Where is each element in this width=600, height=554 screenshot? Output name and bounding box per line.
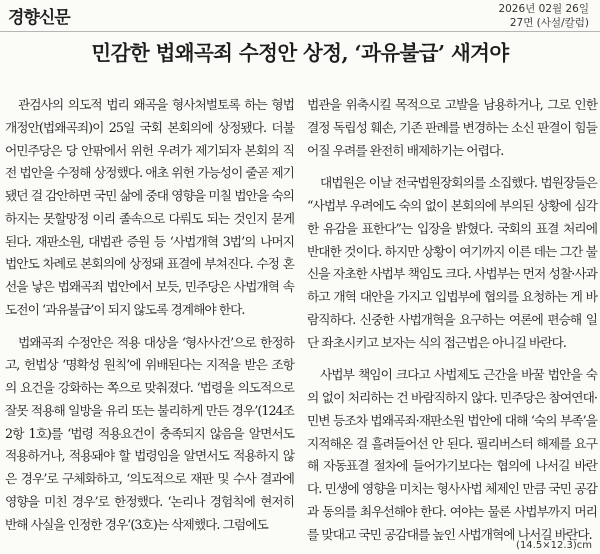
- article-headline: 민감한 법왜곡죄 수정안 상정, ‘과유불급’ 새겨야: [91, 41, 509, 65]
- publication-date: 2026년 02월 26일: [498, 3, 589, 15]
- article-column-left: [5, 94, 294, 544]
- dateline: [498, 2, 589, 30]
- header-divider: [0, 31, 600, 32]
- paragraph: 관검사의 의도적 법리 왜곡을 형사처벌토록 하는 형법 개정안(법왜곡죄)이 25일 국회 본회의에 상정됐다. 더불어민주당은 당 안팎에서 위헌 우려가 제기되자 본회의 직전 법안을 수정해 상정했다. 애초 위헌 가능성이 줄곧 제기됐던 걸 감안하면 국민 삶에 중대 영향을 미칠 법안을 숙의하지는 못할망정 이리 졸속으로 다뤄도 되는 것인지 묻게 된다. 재판소원, 대법관 증원 등 ‘사법개혁 3법’의 나머지 법안도 차례로 본회의에 상정돼 표결에 부쳐진다. 수정 혼선을 낳은 법왜곡죄 법안에서 보듯, 민주당은 사법개혁 속도전이 ‘과유불급’이 되지 않도록 경계해야 한다.: [5, 97, 294, 317]
- paragraph: 사법부 책임이 크다고 사법제도 근간을 바꿀 법안을 숙의 없이 처리하는 건 바람직하지 않다. 민주당은 참여연대·민변 등조차 법왜곡죄·재판소원 법안에 대해 ‘숙의 부족’을 지적해온 걸 흘려들어선 안 된다. 필리버스터 해제를 요구해 자동표결 절차에 들어가기보다는 협의에 나서길 바란다. 민생에 영향을 미치는 형사사법 체제인 만큼 국민 공감과 동의를 최우선해야 한다. 여야는 물론 사법부까지 머리를 맞대고 국민 공감대를 높인 사법개혁에 나서길 바란다.: [307, 367, 597, 542]
- page-section: 27면 (사설/칼럼): [509, 17, 589, 29]
- article-column-right: [307, 94, 597, 544]
- paragraph: 대법원은 이날 전국법원장회의를 소집했다. 법원장들은 “사법부 우려에도 숙의 없이 본회의에 부의된 상황에 심각한 유감을 표한다”는 입장을 밝혔다. 국회의 표결 처리에 반대한 것이다. 하지만 상황이 여기까지 이른 데는 그간 불신을 자초한 사법부 책임도 크다. 사법부는 먼저 성찰·사과하고 개혁 대안을 가지고 입법부에 협의를 요청하는 게 바람직하다. 신중한 사법개혁을 요구하는 여론에 편승해 일단 좌초시키고 보자는 식의 접근법은 아니길 바란다.: [307, 175, 597, 350]
- paragraph: 법왜곡죄 수정안은 적용 대상을 ‘형사사건’으로 한정하고, 헌법상 ‘명확성 원칙’에 위배된다는 지적을 받은 조항의 요건을 강화하는 쪽으로 맞춰졌다. ‘법령을 의도적으로 잘못 적용해 일방을 유리 또는 불리하게 만든 경우’(124조 2항 1호)를 ‘법령 적용요건이 충족되지 않음을 알면서도 적용하거나, 적용돼야 할 법령임을 알면서도 적용하지 않은 경우’로 구체화하고, ‘의도적으로 재판 및 수사 결과에 영향을 미친 경우’로 한정했다. ‘논리나 경험칙에 현저히 반해 사실을 인정한 경우’(3호)는 삭제했다. 그럼에도: [5, 334, 294, 532]
- paragraph: 법관을 위축시킬 목적으로 고발을 남용하거나, 그로 인한 결정 독립성 훼손, 기존 판례를 변경하는 소신 판결이 힘들어질 우려를 완전히 배제하기는 어렵다.: [307, 97, 597, 158]
- article-size-note: (14.5×12.3)cm: [516, 540, 592, 551]
- newspaper-masthead: 경향신문: [8, 8, 70, 28]
